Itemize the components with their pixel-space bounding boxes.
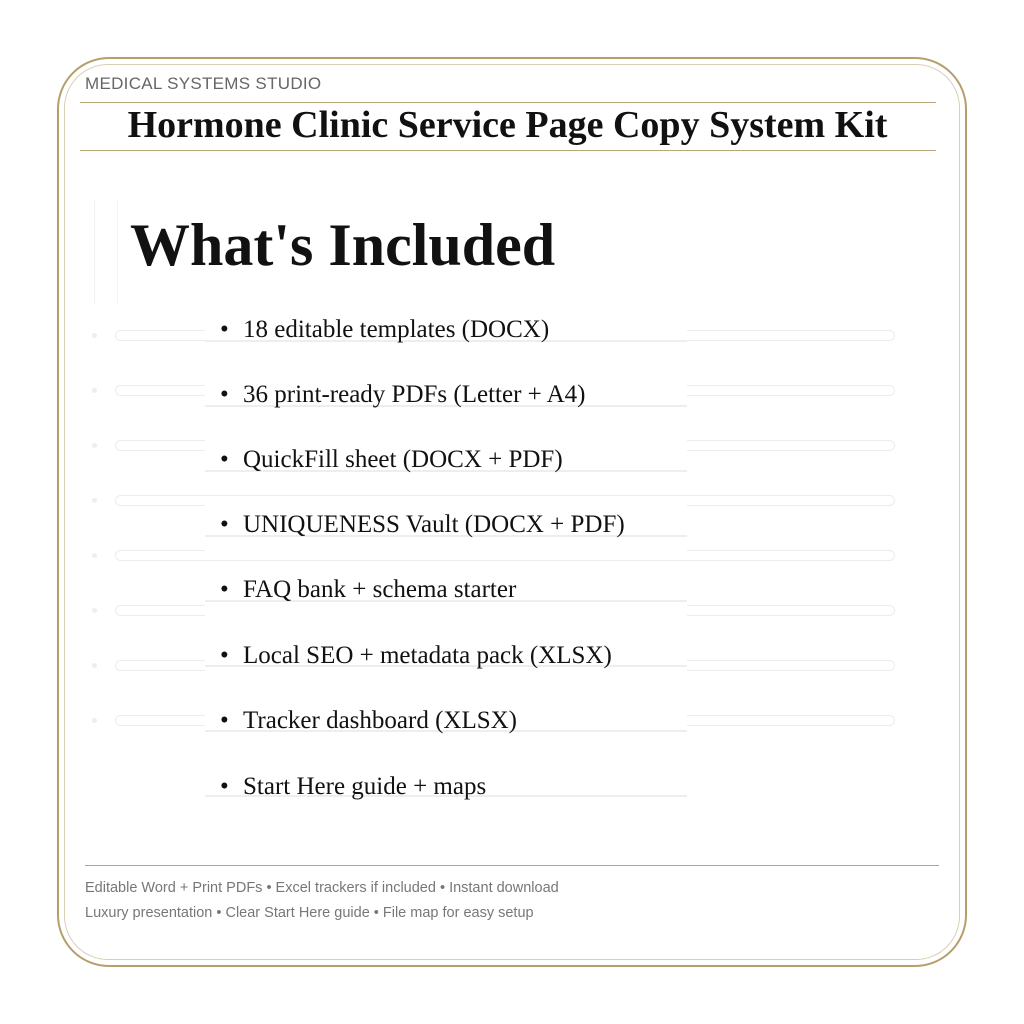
list-item [220, 510, 625, 540]
background-ghost-panel [94, 200, 118, 304]
bullet-icon: • [220, 707, 229, 734]
ghost-row [115, 550, 895, 561]
bullet-icon: • [220, 642, 229, 669]
list-item [220, 641, 612, 671]
ghost-dot [92, 553, 97, 558]
list-item [220, 315, 549, 345]
list-item-label: FAQ bank + schema starter [243, 576, 517, 603]
list-item [220, 706, 517, 736]
list-item-label: Local SEO + metadata pack (XLSX) [243, 642, 612, 669]
list-item-label: 36 print-ready PDFs (Letter + A4) [243, 381, 586, 408]
list-item-label: Start Here guide + maps [243, 773, 487, 800]
list-item-label: UNIQUENESS Vault (DOCX + PDF) [243, 511, 625, 538]
ghost-dot [92, 498, 97, 503]
ghost-dot [92, 443, 97, 448]
header-bottom-rule [80, 150, 936, 151]
list-item [220, 380, 586, 410]
section-heading: What's Included [130, 212, 556, 278]
list-item [220, 575, 516, 605]
bullet-icon: • [220, 381, 229, 408]
bullet-icon: • [220, 511, 229, 538]
page-title: Hormone Clinic Service Page Copy System Kit [127, 104, 888, 146]
ghost-dot [92, 608, 97, 613]
list-item-label: 18 editable templates (DOCX) [243, 316, 550, 343]
bullet-icon: • [220, 773, 229, 800]
bullet-icon: • [220, 316, 229, 343]
footer-line-1: Editable Word + Print PDFs • Excel trackers if included • Instant download [85, 880, 559, 896]
bullet-icon: • [220, 576, 229, 603]
ghost-dot [92, 388, 97, 393]
list-item [220, 772, 486, 802]
ghost-dot [92, 663, 97, 668]
ghost-dot [92, 333, 97, 338]
ghost-dot [92, 718, 97, 723]
list-item-label: Tracker dashboard (XLSX) [243, 707, 518, 734]
footer-rule [85, 865, 939, 866]
list-item-label: QuickFill sheet (DOCX + PDF) [243, 446, 563, 473]
bullet-icon: • [220, 446, 229, 473]
brand-label: MEDICAL SYSTEMS STUDIO [85, 74, 322, 93]
footer-line-2: Luxury presentation • Clear Start Here guide • File map for easy setup [85, 905, 534, 921]
list-item [220, 445, 563, 475]
